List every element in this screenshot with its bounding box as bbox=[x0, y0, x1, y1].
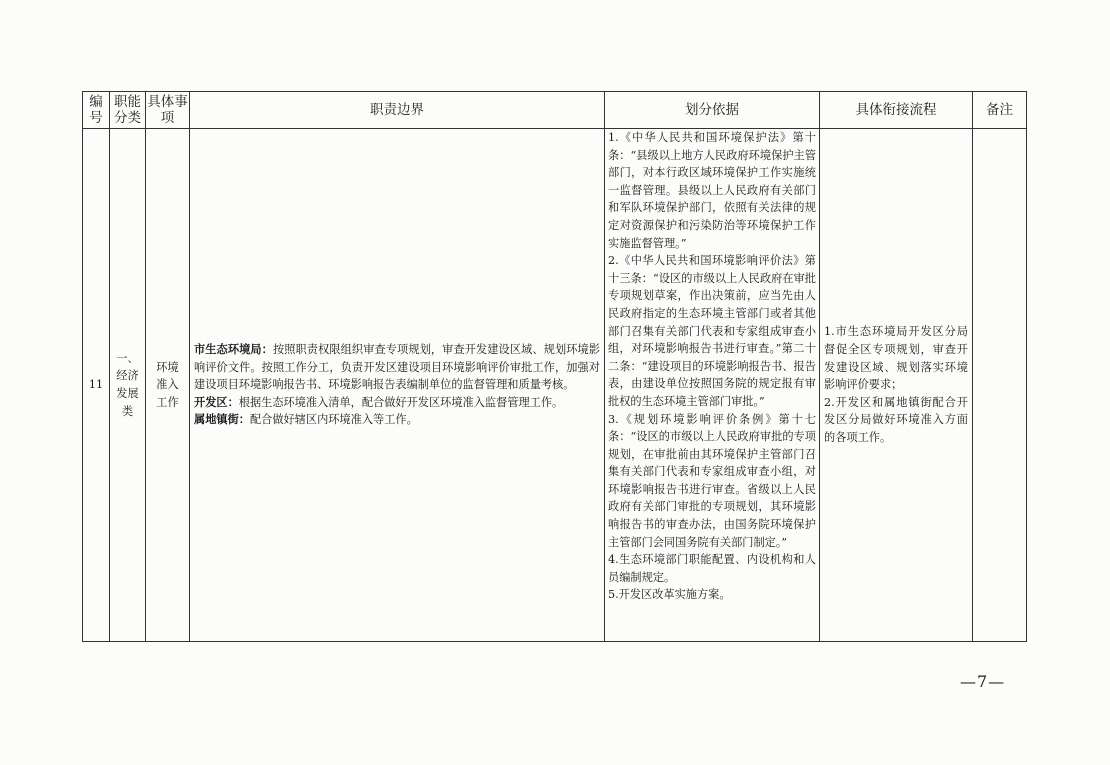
row-duty bbox=[190, 129, 605, 642]
header-duty: 职责边界 bbox=[190, 92, 605, 129]
header-basis: 划分依据 bbox=[605, 92, 820, 129]
duty-table bbox=[82, 91, 1027, 642]
duty-text: 根据生态环境准入清单，配合做好开发区环境准入监督管理工作。 bbox=[238, 395, 564, 409]
row-remark bbox=[973, 129, 1027, 642]
basis-item: 3.《规划环境影响评价条例》第十七条：“设区的市级以上人民政府审批的专项规划，在审批前由其环境保护主管部门召集有关部门代表和专家组成审查小组，对环境影响报告书进行审查。省级以上人民政府有关部门审批的专项规划，其环境影响报告书的审查办法，由国务院环境保护主管部门会同国务院有关部门制定。” bbox=[608, 412, 816, 549]
duty-paragraph bbox=[194, 411, 600, 429]
duty-paragraph bbox=[194, 394, 600, 412]
basis-item: 1.《中华人民共和国环境保护法》第十条：“县级以上地方人民政府环境保护主管部门，对本行政区域环境保护工作实施统一监督管理。县级以上人民政府有关部门和军队环境保护部门，依照有关法律的规定对资源保护和污染防治等环境保护工作实施监督管理。” bbox=[608, 131, 816, 250]
duty-label: 属地镇街： bbox=[194, 413, 250, 427]
flow-item: 2.开发区和属地镇街配合开发区分局做好环境准入方面的各项工作。 bbox=[824, 395, 968, 444]
header-item: 具体事项 bbox=[146, 92, 190, 129]
flow-item: 1.市生态环境局开发区分局督促全区专项规划，审查开发建设区域、规划落实环境影响评价要求； bbox=[824, 325, 968, 392]
basis-item: 4.生态环境部门职能配置、内设机构和人员编制规定。 bbox=[608, 553, 816, 584]
header-no: 编号 bbox=[83, 92, 110, 129]
row-flow bbox=[820, 129, 973, 642]
row-item: 环境准入工作 bbox=[146, 129, 190, 642]
duty-text: 按照职责权限组织审查专项规划，审查开发建设区域、规划环境影响评价文件。按照工作分工，负责开发区建设项目环境影响评价审批工作，加强对建设项目环境影响报告书、环境影响报告表编制单位的监督管理和质量考核。 bbox=[194, 343, 600, 392]
page-number: —7— bbox=[960, 672, 1006, 691]
header-flow: 具体衔接流程 bbox=[820, 92, 973, 129]
duty-paragraph bbox=[194, 341, 600, 394]
duty-label: 市生态环境局： bbox=[194, 343, 273, 357]
row-no: 11 bbox=[83, 129, 110, 642]
table-row bbox=[83, 129, 1027, 642]
row-basis bbox=[605, 129, 820, 642]
basis-item: 2.《中华人民共和国环境影响评价法》第十三条：“设区的市级以上人民政府在审批专项规划草案，作出决策前，应当先由人民政府指定的生态环境主管部门或者其他部门召集有关部门代表和专家组成审查小组，对环境影响报告书进行审查。”第二十二条：“建设项目的环境影响报告书、报告表，由建设单位按照国务院的规定报有审批权的生态环境主管部门审批。” bbox=[608, 254, 816, 408]
header-row bbox=[83, 92, 1027, 129]
header-remark: 备注 bbox=[973, 92, 1027, 129]
duty-label: 开发区： bbox=[194, 395, 239, 409]
duty-text: 配合做好辖区内环境准入等工作。 bbox=[249, 413, 418, 427]
basis-item: 5.开发区改革实施方案。 bbox=[608, 588, 731, 602]
header-category: 职能分类 bbox=[110, 92, 146, 129]
row-category: 一、经济发展类 bbox=[110, 129, 146, 642]
